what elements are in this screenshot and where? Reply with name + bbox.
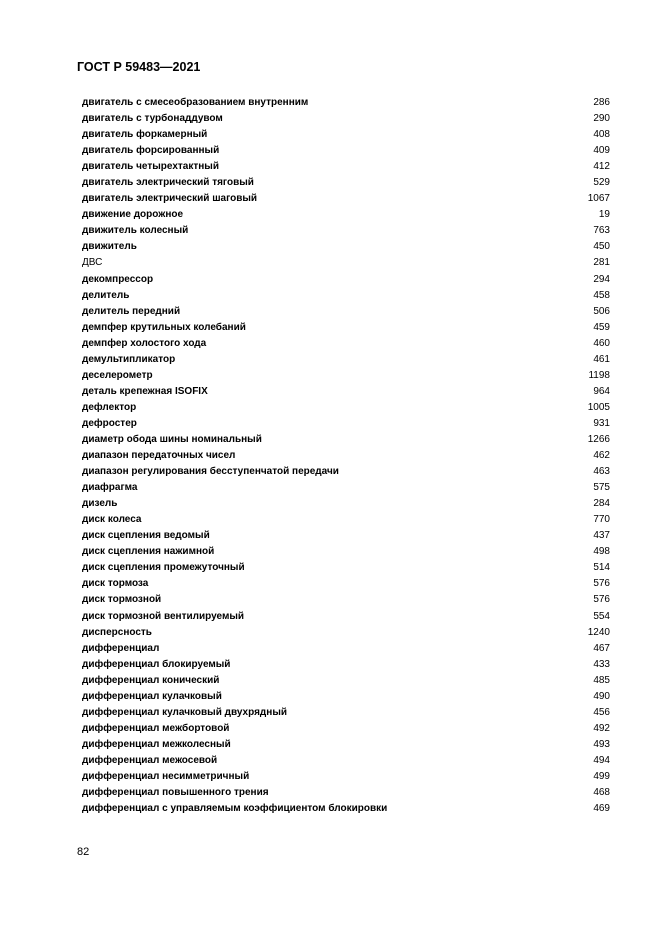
index-page-ref: 1067 [587,193,610,205]
index-page-ref: 931 [593,417,610,429]
index-page-ref: 294 [593,273,610,285]
index-term: дифференциал конический [82,674,220,686]
index-term: деселерометр [82,369,153,381]
index-page-ref: 460 [593,337,610,349]
index-entry [82,255,610,271]
index-entry [82,143,610,159]
index-term: двигатель электрический шаговый [82,193,258,205]
index-term: двигатель электрический тяговый [82,177,254,189]
index-entry [82,416,610,432]
index-term: двигатель форсированный [82,145,220,157]
index-page-ref: 492 [593,722,610,734]
index-entry [82,528,610,544]
index-page-ref: 1266 [587,433,610,445]
index-entry [82,673,610,689]
index-page-ref: 290 [593,113,610,125]
index-term: диск тормозной [82,594,162,606]
index-term: ДВС [82,257,103,269]
index-entry [82,801,610,817]
index-entry [82,544,610,560]
index-term: дифференциал [82,642,160,654]
alphabetical-index-list [82,95,610,817]
index-term: двигатель с смесеобразованием внутренним [82,97,309,108]
index-term: дифференциал межбортовой [82,722,230,734]
index-entry [82,785,610,801]
index-entry [82,191,610,207]
index-page-ref: 284 [593,498,610,510]
index-term: делитель [82,289,130,301]
index-entry [82,592,610,608]
index-entry [82,272,610,288]
index-entry [82,384,610,400]
index-page-ref: 529 [593,177,610,189]
index-page-ref: 286 [593,97,610,108]
index-entry [82,336,610,352]
index-entry [82,175,610,191]
index-term: дифференциал кулачковый [82,690,222,702]
page-number: 82 [77,846,90,858]
index-term: диапазон регулирования бесступенчатой передачи [82,466,339,478]
index-page-ref: 462 [593,450,610,462]
index-page-ref: 1198 [588,369,610,381]
index-term: дифференциал межосевой [82,754,218,766]
index-term: диапазон передаточных чисел [82,450,236,462]
index-term: дисперсность [82,626,152,638]
index-page-ref: 499 [593,770,610,782]
index-page-ref: 576 [593,594,610,606]
index-term: диафрагма [82,482,138,494]
index-term: двигатель четырехтактный [82,161,219,173]
index-page-ref: 1005 [587,401,610,413]
index-entry [82,95,610,111]
index-page-ref: 554 [593,610,610,622]
index-entry [82,560,610,576]
index-page-ref: 433 [593,658,610,670]
index-page-ref: 281 [593,257,610,269]
index-entry [82,320,610,336]
index-entry [82,609,610,625]
index-term: диск сцепления нажимной [82,546,215,558]
index-term: дифференциал повышенного трения [82,787,269,799]
index-term: декомпрессор [82,273,154,285]
index-term: дифференциал несимметричный [82,770,250,782]
index-entry [82,352,610,368]
index-entry [82,239,610,255]
index-term: движитель [82,241,137,253]
index-page-ref: 467 [593,642,610,654]
index-entry [82,753,610,769]
index-term: деталь крепежная ISOFIX [82,385,208,397]
index-term: дифференциал межколесный [82,738,231,750]
index-page-ref: 506 [593,305,610,317]
index-entry [82,288,610,304]
index-entry [82,207,610,223]
index-term: двигатель с турбонаддувом [82,113,223,125]
index-page-ref: 409 [593,145,610,157]
index-entry [82,576,610,592]
index-term: демпфер холостого хода [82,337,207,349]
index-entry [82,512,610,528]
document-header: ГОСТ Р 59483—2021 [77,60,201,74]
index-page-ref: 490 [593,690,610,702]
index-entry [82,464,610,480]
index-term: дифференциал кулачковый двухрядный [82,706,287,718]
index-page-ref: 458 [593,289,610,301]
index-entry [82,737,610,753]
index-entry [82,400,610,416]
index-page-ref: 463 [593,466,610,478]
index-term: диск тормоза [82,578,149,590]
index-entry [82,721,610,737]
index-term: движение дорожное [82,209,184,221]
index-entry [82,223,610,239]
index-page-ref: 1240 [587,626,610,638]
index-entry [82,159,610,175]
index-page-ref: 408 [593,129,610,141]
index-page-ref: 514 [593,562,610,574]
index-entry [82,304,610,320]
index-term: демпфер крутильных колебаний [82,321,246,333]
index-entry [82,641,610,657]
index-entry [82,657,610,673]
index-term: дифференциал с управляемым коэффициентом блокировки [82,803,388,815]
index-term: дифференциал блокируемый [82,658,231,670]
index-page-ref: 412 [593,161,610,173]
index-term: диск сцепления ведомый [82,530,210,542]
index-page-ref: 461 [593,353,610,365]
index-term: дизель [82,498,118,510]
index-term: диаметр обода шины номинальный [82,433,262,445]
index-page-ref: 575 [593,482,610,494]
index-page-ref: 494 [593,754,610,766]
index-entry [82,689,610,705]
index-term: демультипликатор [82,353,176,365]
index-page-ref: 450 [593,241,610,253]
index-entry [82,496,610,512]
index-page-ref: 437 [593,530,610,542]
index-entry [82,448,610,464]
index-term: диск сцепления промежуточный [82,562,245,574]
index-entry [82,368,610,384]
index-page-ref: 485 [593,674,610,686]
index-page-ref: 493 [593,738,610,750]
index-term: двигатель форкамерный [82,129,208,141]
index-page-ref: 468 [593,787,610,799]
index-page-ref: 770 [593,514,610,526]
index-term: движитель колесный [82,225,189,237]
index-page-ref: 763 [593,225,610,237]
index-entry [82,625,610,641]
index-page-ref: 576 [593,578,610,590]
index-page-ref: 498 [593,546,610,558]
index-term: диск тормозной вентилируемый [82,610,245,622]
index-page-ref: 456 [593,706,610,718]
index-page-ref: 469 [593,803,610,815]
index-term: делитель передний [82,305,181,317]
index-entry [82,480,610,496]
index-entry [82,705,610,721]
index-entry [82,432,610,448]
index-term: дефростер [82,417,137,429]
index-entry [82,111,610,127]
index-entry [82,769,610,785]
index-page-ref: 459 [593,321,610,333]
index-term: дефлектор [82,401,137,413]
index-page-ref: 964 [593,385,610,397]
index-entry [82,127,610,143]
index-page-ref: 19 [598,209,610,221]
index-term: диск колеса [82,514,142,526]
